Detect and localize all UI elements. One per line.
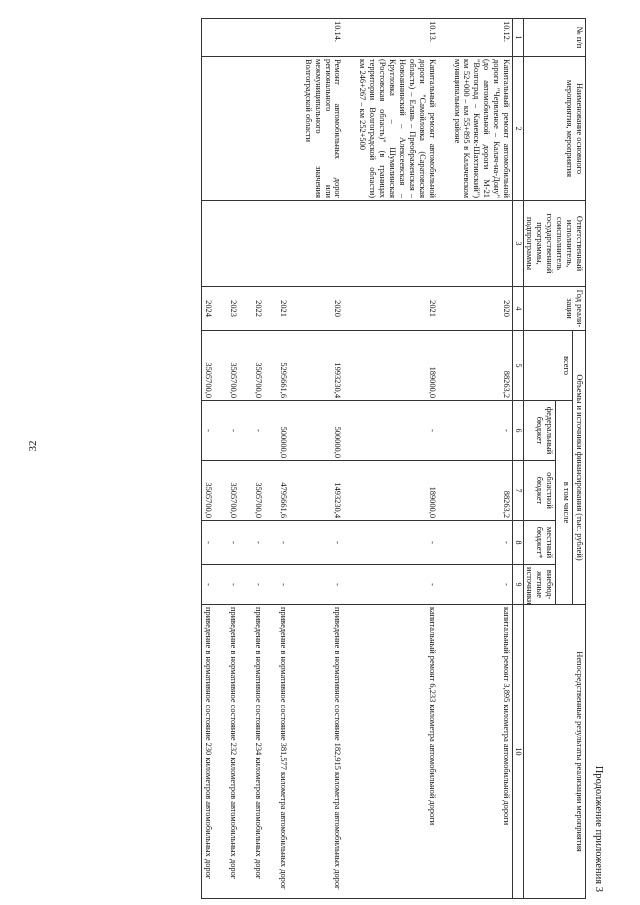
row-name: Капитальный ремонт автомобильной дороги "Червленое – Калач-на-Дону" (до автомобильной дороги М-21 "Волгоград – Каменск-Шахтинский") км 52+000 – км 55+895 в Калачевском муниципальном районе — [451, 57, 513, 201]
row-offbudget: - — [277, 565, 302, 605]
row-num — [277, 19, 302, 57]
col-index: 3 — [513, 201, 523, 287]
row-responsible — [202, 201, 227, 287]
row-offbudget: - — [451, 565, 513, 605]
row-federal: - — [451, 401, 513, 461]
row-responsible — [277, 201, 302, 287]
table-row — [302, 19, 357, 899]
row-result: приведение в нормативное состояние 230 километров автомобильных дорог — [202, 605, 227, 899]
row-federal: 500000,0 — [277, 401, 302, 461]
table-row — [202, 19, 227, 899]
row-responsible — [227, 201, 252, 287]
header-local: местный бюджет* — [523, 521, 556, 565]
row-offbudget: - — [227, 565, 252, 605]
table-row — [227, 19, 252, 899]
row-year: 2021 — [277, 287, 302, 331]
appendix-heading: Продолжение приложения 3 — [593, 765, 604, 892]
table-row — [356, 19, 450, 899]
row-local: - — [252, 521, 277, 565]
row-total: 3505700,0 — [227, 331, 252, 401]
row-year: 2020 — [302, 287, 357, 331]
row-responsible — [451, 201, 513, 287]
row-local: - — [202, 521, 227, 565]
row-regional: 88263,2 — [451, 461, 513, 521]
col-index: 6 — [513, 401, 523, 461]
row-regional: 3505700,0 — [227, 461, 252, 521]
row-total: 88263,2 — [451, 331, 513, 401]
row-num: 10.14. — [302, 19, 357, 57]
header-including: в том числе — [556, 401, 573, 605]
row-num: 10.13. — [356, 19, 450, 57]
row-local: - — [277, 521, 302, 565]
col-index: 7 — [513, 461, 523, 521]
header-num: № п/п — [523, 19, 585, 57]
row-federal: 500000,0 — [302, 401, 357, 461]
row-result: приведение в нормативное состояние 232 километров автомобильных дорог — [227, 605, 252, 899]
row-year: 2023 — [227, 287, 252, 331]
row-total: 5295661,6 — [277, 331, 302, 401]
row-regional: 4795661,6 — [277, 461, 302, 521]
row-regional: 3505700,0 — [252, 461, 277, 521]
header-federal: федеральный бюджет — [523, 401, 556, 461]
row-federal: - — [356, 401, 450, 461]
row-regional: 3505700,0 — [202, 461, 227, 521]
table-row — [252, 19, 277, 899]
col-index: 8 — [513, 521, 523, 565]
row-local: - — [356, 521, 450, 565]
row-offbudget: - — [302, 565, 357, 605]
col-index: 1 — [513, 19, 523, 57]
row-num: 10.12. — [451, 19, 513, 57]
row-name: Ремонт автомобильных дорог регионального или межмуниципального значения Волгоградской области — [302, 57, 357, 201]
table-row — [277, 19, 302, 899]
header-results: Непосредственные результаты реализации мероприятия — [523, 605, 585, 899]
row-year: 2024 — [202, 287, 227, 331]
row-local: - — [227, 521, 252, 565]
row-federal: - — [227, 401, 252, 461]
col-index: 4 — [513, 287, 523, 331]
row-offbudget: - — [202, 565, 227, 605]
row-name: Капитальный ремонт автомобильной дороги "Самойловка (Саратовская область) – Елань – Преображенская – Новоаннинский – Алексеевская – Кругловка – Шумилинская (Ростовская область)" (в границах территории Волгоградской области) км 246+267 – км 252+500 — [356, 57, 450, 201]
row-responsible — [252, 201, 277, 287]
row-regional: 1493230,4 — [302, 461, 357, 521]
row-offbudget: - — [252, 565, 277, 605]
rotated-table-page — [14, 18, 604, 898]
col-index: 9 — [513, 565, 523, 605]
table-row — [451, 19, 513, 899]
row-total: 189000,0 — [356, 331, 450, 401]
row-num — [252, 19, 277, 57]
col-index: 10 — [513, 605, 523, 899]
row-local: - — [302, 521, 357, 565]
row-name — [227, 57, 252, 201]
row-name — [202, 57, 227, 201]
col-index: 5 — [513, 331, 523, 401]
row-result: капитальный ремонт 6,233 километра автомобильной дороги — [356, 605, 450, 899]
row-responsible — [356, 201, 450, 287]
row-total: 3505700,0 — [202, 331, 227, 401]
row-total: 1993230,4 — [302, 331, 357, 401]
row-local: - — [451, 521, 513, 565]
row-responsible — [302, 201, 357, 287]
row-year: 2021 — [356, 287, 450, 331]
row-num — [202, 19, 227, 57]
row-result: приведение в нормативное состояние 381,577 километра автомобильных дорог — [277, 605, 302, 899]
page-number: 32 — [27, 440, 39, 452]
header-offbudget: внебюд-жетные источники — [523, 565, 556, 605]
row-result: капитальный ремонт 3,895 километра автомобильной дороги — [451, 605, 513, 899]
row-name — [277, 57, 302, 201]
row-year: 2022 — [252, 287, 277, 331]
funding-table — [201, 18, 586, 899]
col-index: 2 — [513, 57, 523, 201]
row-federal: - — [202, 401, 227, 461]
row-offbudget: - — [356, 565, 450, 605]
row-name — [252, 57, 277, 201]
header-funding: Объемы и источники финансирования (тыс. рублей) — [573, 331, 586, 605]
header-responsible: Ответственный исполнитель, соисполнитель государственной программы, подпрограммы — [523, 201, 585, 287]
header-regional: областной бюджет — [523, 461, 556, 521]
row-result: приведение в нормативное состояние 234 километров автомобильных дорог — [252, 605, 277, 899]
header-name: Наименование основного мероприятия, мероприятия — [523, 57, 585, 201]
row-result: приведение в нормативное состояние 182,915 километра автомобильных дорог — [302, 605, 357, 899]
header-total: всего — [523, 331, 573, 401]
row-year: 2020 — [451, 287, 513, 331]
row-total: 3505700,0 — [252, 331, 277, 401]
row-regional: 189000,0 — [356, 461, 450, 521]
header-year: Год реали-зации — [523, 287, 585, 331]
row-federal: - — [252, 401, 277, 461]
row-num — [227, 19, 252, 57]
